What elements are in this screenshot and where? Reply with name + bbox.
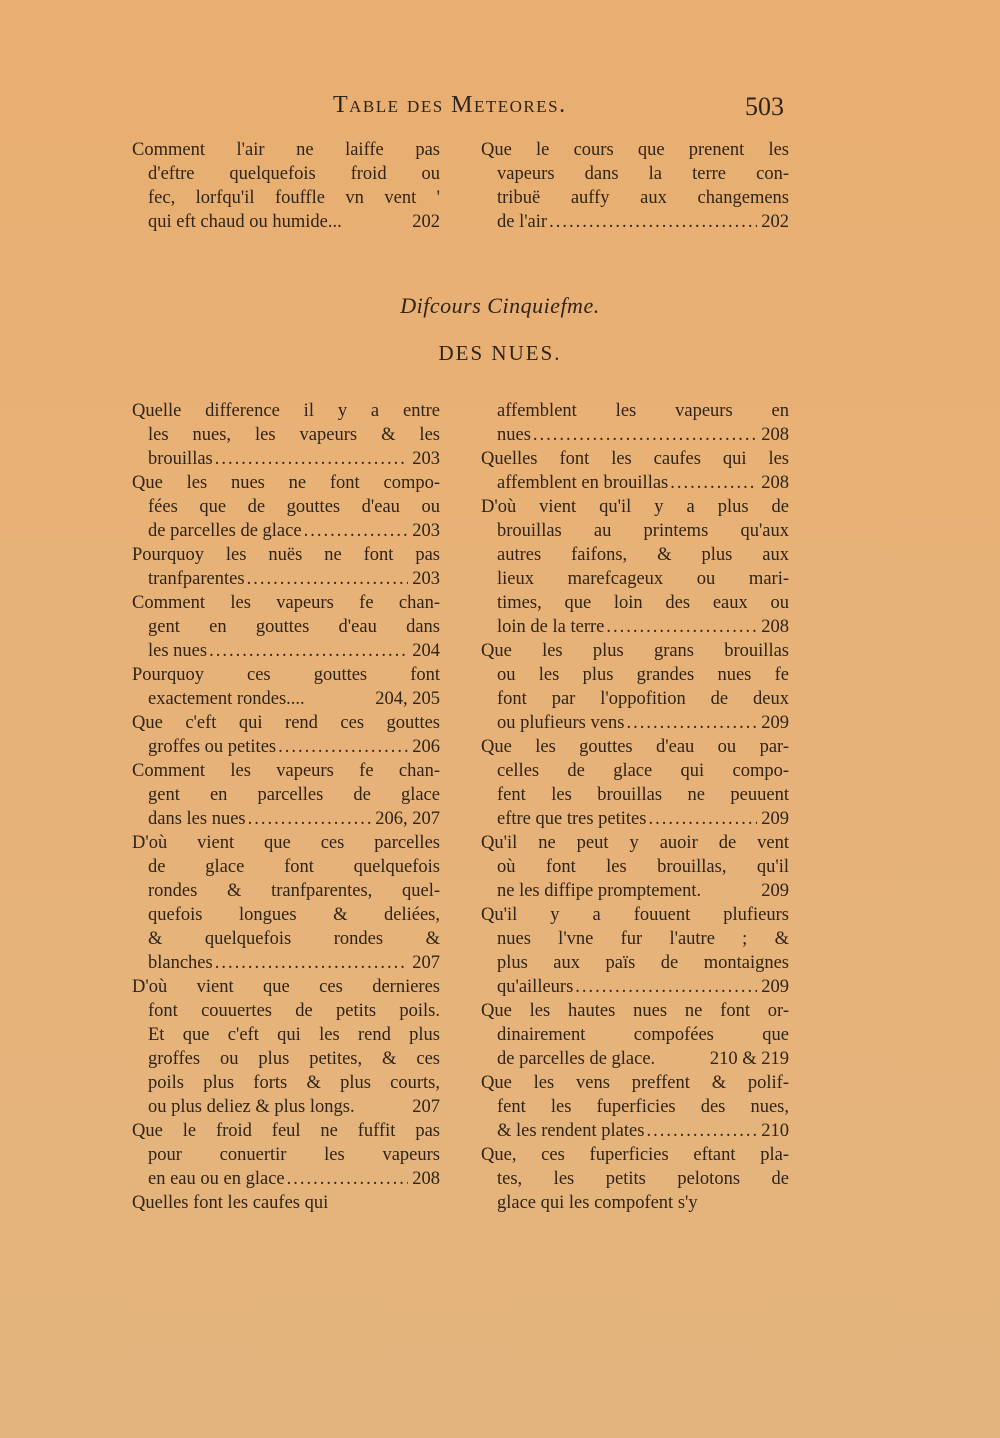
- entry-last-line: [128, 735, 440, 759]
- section-title: Difcours Cinquiefme.: [400, 293, 600, 318]
- dot-leader: [533, 423, 757, 447]
- entry-page-ref: 208: [761, 473, 789, 493]
- index-entry: [477, 1143, 789, 1215]
- entry-text: groffes ou petites: [148, 737, 277, 757]
- index-entry: [128, 759, 440, 831]
- entry-line: les nues, les vapeurs & les: [148, 425, 440, 445]
- entry-line: D'où vient qu'il y a plus de: [481, 497, 789, 517]
- entry-last-line: [128, 807, 440, 831]
- index-entry: [128, 138, 440, 234]
- entry-page-ref: 202: [412, 212, 440, 232]
- entry-line: Que les nues ne font compo-: [132, 473, 440, 493]
- entry-text: nues: [497, 425, 531, 445]
- entry-line: Que les gouttes d'eau ou par-: [481, 737, 789, 757]
- entry-page-ref: 209: [761, 809, 789, 829]
- dot-leader: [215, 447, 409, 471]
- index-entry: [477, 447, 789, 495]
- dot-leader: [703, 879, 757, 903]
- entry-line: Et que c'eft qui les rend plus: [148, 1025, 440, 1045]
- dot-leader: [215, 951, 409, 975]
- entry-line: plus aux païs de montaignes: [497, 953, 789, 973]
- entry-line: Quelle difference il y a entre: [132, 401, 440, 421]
- entry-line: Comment les vapeurs fe chan-: [132, 761, 440, 781]
- dot-leader: [344, 210, 409, 234]
- entry-last-line: [477, 879, 789, 903]
- entry-line: gent en gouttes d'eau dans: [148, 617, 440, 637]
- running-title: Table des Meteores.: [333, 92, 567, 118]
- entry-last-line: [128, 519, 440, 543]
- running-head: [0, 92, 1000, 124]
- entry-last-line: [477, 471, 789, 495]
- dot-leader: [357, 1095, 409, 1119]
- entry-line: Comment l'air ne laiffe pas: [132, 140, 440, 160]
- entry-line: où font les brouillas, qu'il: [497, 857, 789, 877]
- entry-last-line: [477, 1119, 789, 1143]
- dot-leader: [248, 807, 372, 831]
- entry-line: dinairement compofées que: [497, 1025, 789, 1045]
- entry-line: fent les fuperficies des nues,: [497, 1097, 789, 1117]
- index-entry: [128, 591, 440, 663]
- entry-line: gent en parcelles de glace: [148, 785, 440, 805]
- entry-line: autres faifons, & plus aux: [497, 545, 789, 565]
- entry-page-ref: 210 & 219: [709, 1049, 789, 1069]
- entry-last-line: [477, 711, 789, 735]
- entry-page-ref: 203: [412, 521, 440, 541]
- index-entry: [128, 399, 440, 471]
- entry-line: Que, ces fuperficies eftant pla-: [481, 1145, 789, 1165]
- entry-line: vapeurs dans la terre con-: [497, 164, 789, 184]
- index-entry: [128, 831, 440, 975]
- index-entry: [128, 471, 440, 543]
- entry-page-ref: 210: [761, 1121, 789, 1141]
- entry-text: les nues: [148, 641, 208, 661]
- entry-page-ref: 202: [761, 212, 789, 232]
- entry-line: Comment les vapeurs fe chan-: [132, 593, 440, 613]
- dot-leader: [648, 807, 757, 831]
- entry-page-ref: 208: [761, 617, 789, 637]
- main-right-column: [477, 399, 789, 1215]
- index-entry: [477, 138, 789, 234]
- entry-line: affemblent les vapeurs en: [497, 401, 789, 421]
- entry-line: Qu'il y a fouuent plufieurs: [481, 905, 789, 925]
- entry-line: fent les brouillas ne peuuent: [497, 785, 789, 805]
- entry-text: blanches: [148, 953, 213, 973]
- index-entry: [128, 543, 440, 591]
- entry-line: D'où vient que ces parcelles: [132, 833, 440, 853]
- entry-page-ref: 209: [761, 977, 789, 997]
- entry-page-ref: 207: [412, 1097, 440, 1117]
- entry-line: quefois longues & deliées,: [148, 905, 440, 925]
- index-entry: [128, 1191, 440, 1215]
- entry-text: en eau ou en glace: [148, 1169, 285, 1189]
- entry-text: affemblent en brouillas: [497, 473, 669, 493]
- main-left-column: [128, 399, 440, 1215]
- entry-page-ref: 209: [761, 713, 789, 733]
- entry-line: Que les hautes nues ne font or-: [481, 1001, 789, 1021]
- entry-text: ou plufieurs vens: [497, 713, 625, 733]
- dot-leader: [278, 735, 408, 759]
- entry-page-ref: 203: [412, 449, 440, 469]
- entry-line: lieux marefcageux ou mari-: [497, 569, 789, 589]
- entry-line: groffes ou plus petites, & ces: [148, 1049, 440, 1069]
- entry-line: times, que loin des eaux ou: [497, 593, 789, 613]
- entry-page-ref: 203: [412, 569, 440, 589]
- entry-text: brouillas: [148, 449, 213, 469]
- entry-line: fées que de gouttes d'eau ou: [148, 497, 440, 517]
- dot-leader: [657, 1047, 706, 1071]
- entry-last-line: [477, 210, 789, 234]
- entry-page-ref: 206, 207: [375, 809, 440, 829]
- index-entry: [128, 711, 440, 759]
- top-right-column: [477, 138, 789, 234]
- entry-line: ou les plus grandes nues fe: [497, 665, 789, 685]
- dot-leader: [646, 1119, 757, 1143]
- entry-text: dans les nues: [148, 809, 246, 829]
- entry-text: & les rendent plates: [497, 1121, 645, 1141]
- entry-page-ref: 207: [412, 953, 440, 973]
- entry-line: pour conuertir les vapeurs: [148, 1145, 440, 1165]
- index-entry: [477, 903, 789, 999]
- index-entry: [477, 399, 789, 447]
- entry-last-line: [128, 951, 440, 975]
- index-entry: [128, 975, 440, 1119]
- entry-line: Que les plus grans brouillas: [481, 641, 789, 661]
- section-subtitle: DES NUES.: [438, 341, 562, 365]
- dot-leader: [606, 615, 757, 639]
- entry-text: qu'ailleurs: [497, 977, 574, 997]
- entry-text: de parcelles de glace.: [497, 1049, 656, 1069]
- entry-page-ref: 208: [412, 1169, 440, 1189]
- entry-text: de parcelles de glace: [148, 521, 302, 541]
- entry-line: glace qui les compofent s'y: [497, 1193, 698, 1213]
- entry-line: d'eftre quelquefois froid ou: [148, 164, 440, 184]
- dot-leader: [287, 1167, 409, 1191]
- entry-line: Que les vens preffent & polif-: [481, 1073, 789, 1093]
- entry-last-line: [128, 687, 440, 711]
- index-entry: [477, 999, 789, 1071]
- dot-leader: [626, 711, 757, 735]
- index-entry: [477, 735, 789, 831]
- entry-line: de glace font quelquefois: [148, 857, 440, 877]
- index-entry: [477, 831, 789, 903]
- dot-leader: [247, 567, 409, 591]
- entry-line: brouillas au printems qu'aux: [497, 521, 789, 541]
- index-entry: [477, 495, 789, 639]
- entry-text: eftre que tres petites: [497, 809, 647, 829]
- dot-leader: [304, 519, 409, 543]
- entry-last-line: [477, 423, 789, 447]
- page-number: 503: [745, 92, 784, 121]
- entry-text: tranfparentes: [148, 569, 245, 589]
- top-left-column: [128, 138, 440, 234]
- entry-line: nues l'vne fur l'autre ; &: [497, 929, 789, 949]
- entry-text: loin de la terre: [497, 617, 605, 637]
- entry-last-line: [128, 639, 440, 663]
- index-entry: [477, 1071, 789, 1143]
- entry-last-line: [128, 210, 440, 234]
- entry-last-line: [128, 447, 440, 471]
- entry-last-line: [128, 1167, 440, 1191]
- entry-line: Que c'eft qui rend ces gouttes: [132, 713, 440, 733]
- entry-line: celles de glace qui compo-: [497, 761, 789, 781]
- dot-leader: [307, 687, 372, 711]
- dot-leader: [549, 210, 757, 234]
- entry-last-line: [477, 615, 789, 639]
- entry-line: Que le cours que prenent les: [481, 140, 789, 160]
- entry-line: D'où vient que ces dernieres: [132, 977, 440, 997]
- entry-text: exactement rondes....: [148, 689, 305, 709]
- index-entry: [128, 1119, 440, 1191]
- entry-line: poils plus forts & plus courts,: [148, 1073, 440, 1093]
- entry-line: Que le froid feul ne fuffit pas: [132, 1121, 440, 1141]
- dot-leader: [670, 471, 757, 495]
- entry-line: & quelquefois rondes &: [148, 929, 440, 949]
- entry-last-line: [128, 1095, 440, 1119]
- entry-last-line: [477, 975, 789, 999]
- entry-line: font couuertes de petits poils.: [148, 1001, 440, 1021]
- entry-last-line: [477, 807, 789, 831]
- entry-text: ou plus deliez & plus longs.: [148, 1097, 355, 1117]
- dot-leader: [209, 639, 408, 663]
- index-entry: [128, 663, 440, 711]
- entry-page-ref: 206: [412, 737, 440, 757]
- entry-text: qui eft chaud ou humide...: [148, 212, 342, 232]
- entry-line: tes, les petits pelotons de: [497, 1169, 789, 1189]
- entry-last-line: [128, 567, 440, 591]
- entry-line: tribuë auffy aux changemens: [497, 188, 789, 208]
- entry-line: rondes & tranfparentes, quel-: [148, 881, 440, 901]
- entry-line: fec, lorfqu'il fouffle vn vent ': [148, 188, 440, 208]
- entry-line: Pourquoy les nuës ne font pas: [132, 545, 440, 565]
- entry-text: ne les diffipe promptement.: [497, 881, 702, 901]
- entry-line: Pourquoy ces gouttes font: [132, 665, 440, 685]
- entry-text: de l'air: [497, 212, 548, 232]
- entry-line: font par l'oppofition de deux: [497, 689, 789, 709]
- entry-page-ref: 204, 205: [375, 689, 440, 709]
- entry-page-ref: 209: [761, 881, 789, 901]
- dot-leader: [575, 975, 757, 999]
- entry-page-ref: 204: [412, 641, 440, 661]
- entry-line: Quelles font les caufes qui: [132, 1193, 329, 1213]
- entry-line: Quelles font les caufes qui les: [481, 449, 789, 469]
- entry-line: Qu'il ne peut y auoir de vent: [481, 833, 789, 853]
- entry-last-line: [477, 1047, 789, 1071]
- entry-page-ref: 208: [761, 425, 789, 445]
- index-entry: [477, 639, 789, 735]
